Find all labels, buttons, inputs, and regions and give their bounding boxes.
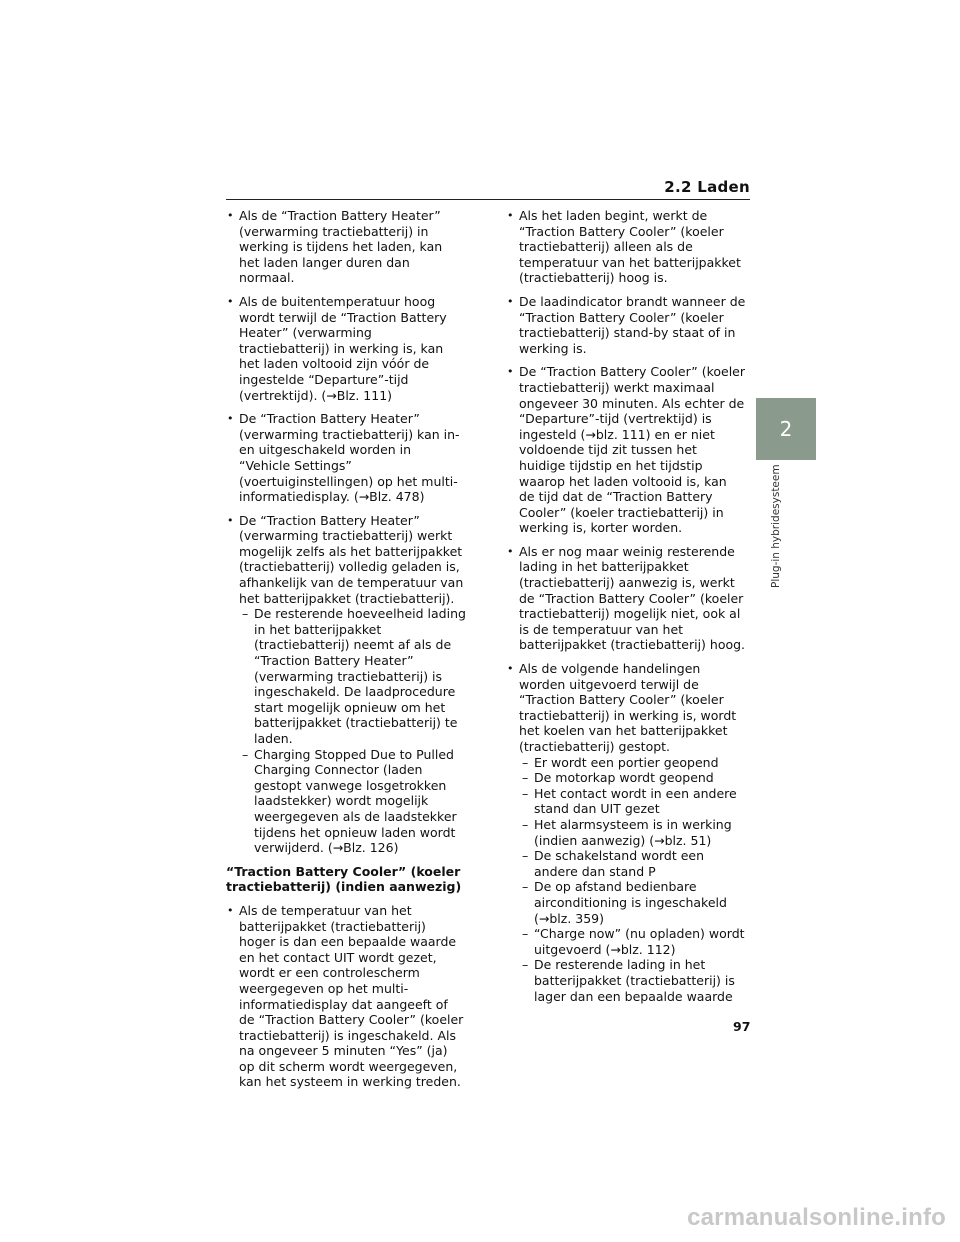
right-column [506, 208, 746, 1004]
sub-item: – De op afstand bedienbare airconditioning is ingeschakeld (→blz. 359) [506, 879, 746, 926]
bullet-item: • De “Traction Battery Heater” (verwarming tractiebatterij) kan in- en uitgeschakeld worden in “Vehicle Settings” (voertuiginstellingen) op het multi-informatiedisplay. (→Blz. 478) [226, 411, 466, 505]
chapter-tab [756, 398, 816, 460]
bullet-item: • Als de volgende handelingen worden uitgevoerd terwijl de “Traction Battery Cooler” (koeler tractiebatterij) in werking is, wordt het koelen van het batterijpakket (tractiebatterij) gestopt. [506, 661, 746, 755]
page-number: 97 [733, 1019, 751, 1034]
bullet-item: • De “Traction Battery Heater” (verwarming tractiebatterij) werkt mogelijk zelfs als het batterijpakket (tractiebatterij) volledig geladen is, afhankelijk van de temperatuur van het batterijpakket (tractiebatterij). [226, 513, 466, 607]
sub-item: – De resterende lading in het batterijpakket (tractiebatterij) is lager dan een bepaalde waarde [506, 957, 746, 1004]
bullet-item: • Als de buitentemperatuur hoog wordt terwijl de “Traction Battery Heater” (verwarming tractiebatterij) in werking is, kan het laden voltooid zijn vóór de ingestelde “Departure”-tijd (vertrektijd). (→Blz. 111) [226, 294, 466, 403]
sub-item: – Het contact wordt in een andere stand dan UIT gezet [506, 786, 746, 817]
bullet-item: • De “Traction Battery Cooler” (koeler tractiebatterij) werkt maximaal ongeveer 30 minuten. Als echter de “Departure”-tijd (vertrektijd) is ingesteld (→blz. 111) en er niet voldoende tijd zit tussen het huidige tijdstip en het tijdstip waarop het laden voltooid is, kan de tijd dat de “Traction Battery Cooler” (koeler tractiebatterij) in werking is, korter worden. [506, 364, 746, 536]
chapter-number: 2 [779, 417, 793, 441]
chapter-label: Plug-in hybridesysteem [770, 464, 782, 588]
bullet-item: • Als er nog maar weinig resterende lading in het batterijpakket (tractiebatterij) aanwezig is, werkt de “Traction Battery Cooler” (koeler tractiebatterij) mogelijk niet, ook al is de temperatuur van het batterijpakket (tractiebatterij) hoog. [506, 544, 746, 653]
bullet-item: • Als de temperatuur van het batterijpakket (tractiebatterij) hoger is dan een bepaalde waarde en het contact UIT wordt gezet, wordt er een controlescherm weergegeven op het multi-informatiedisplay dat aangeeft of de “Traction Battery Cooler” (koeler tractiebatterij) is ingeschakeld. Als na ongeveer 5 minuten “Yes” (ja) op dit scherm wordt weergegeven, kan het systeem in werking treden. [226, 903, 466, 1090]
sub-item: – Charging Stopped Due to Pulled Charging Connector (laden gestopt vanwege losgetrokken laadstekker) wordt mogelijk weergegeven als de laadstekker tijdens het opnieuw laden wordt verwijderd. (→Blz. 126) [226, 747, 466, 856]
section-title: 2.2 Laden [664, 178, 750, 196]
sub-item: – “Charge now” (nu opladen) wordt uitgevoerd (→blz. 112) [506, 926, 746, 957]
bullet-item: • De laadindicator brandt wanneer de “Traction Battery Cooler” (koeler tractiebatterij) stand-by staat of in werking is. [506, 294, 746, 356]
subsection-heading: “Traction Battery Cooler” (koeler tractiebatterij) (indien aanwezig) [226, 863, 462, 895]
bullet-item: • Als de “Traction Battery Heater” (verwarming tractiebatterij) in werking is tijdens het laden, kan het laden langer duren dan normaal. [226, 208, 466, 286]
sub-item: – De resterende hoeveelheid lading in het batterijpakket (tractiebatterij) neemt af als de “Traction Battery Heater” (verwarming tractiebatterij) is ingeschakeld. De laadprocedure start mogelijk opnieuw om het batterijpakket (tractiebatterij) te laden. [226, 606, 466, 746]
header-divider [226, 199, 750, 200]
left-column [226, 208, 466, 1098]
sub-item: – De motorkap wordt geopend [506, 770, 746, 786]
bullet-item: • Als het laden begint, werkt de “Traction Battery Cooler” (koeler tractiebatterij) alleen als de temperatuur van het batterijpakket (tractiebatterij) hoog is. [506, 208, 746, 286]
sub-item: – De schakelstand wordt een andere dan stand P [506, 848, 746, 879]
sub-item: – Het alarmsysteem is in werking (indien aanwezig) (→blz. 51) [506, 817, 746, 848]
watermark: carmanualsonline.info [687, 1204, 946, 1231]
sub-item: – Er wordt een portier geopend [506, 755, 746, 771]
